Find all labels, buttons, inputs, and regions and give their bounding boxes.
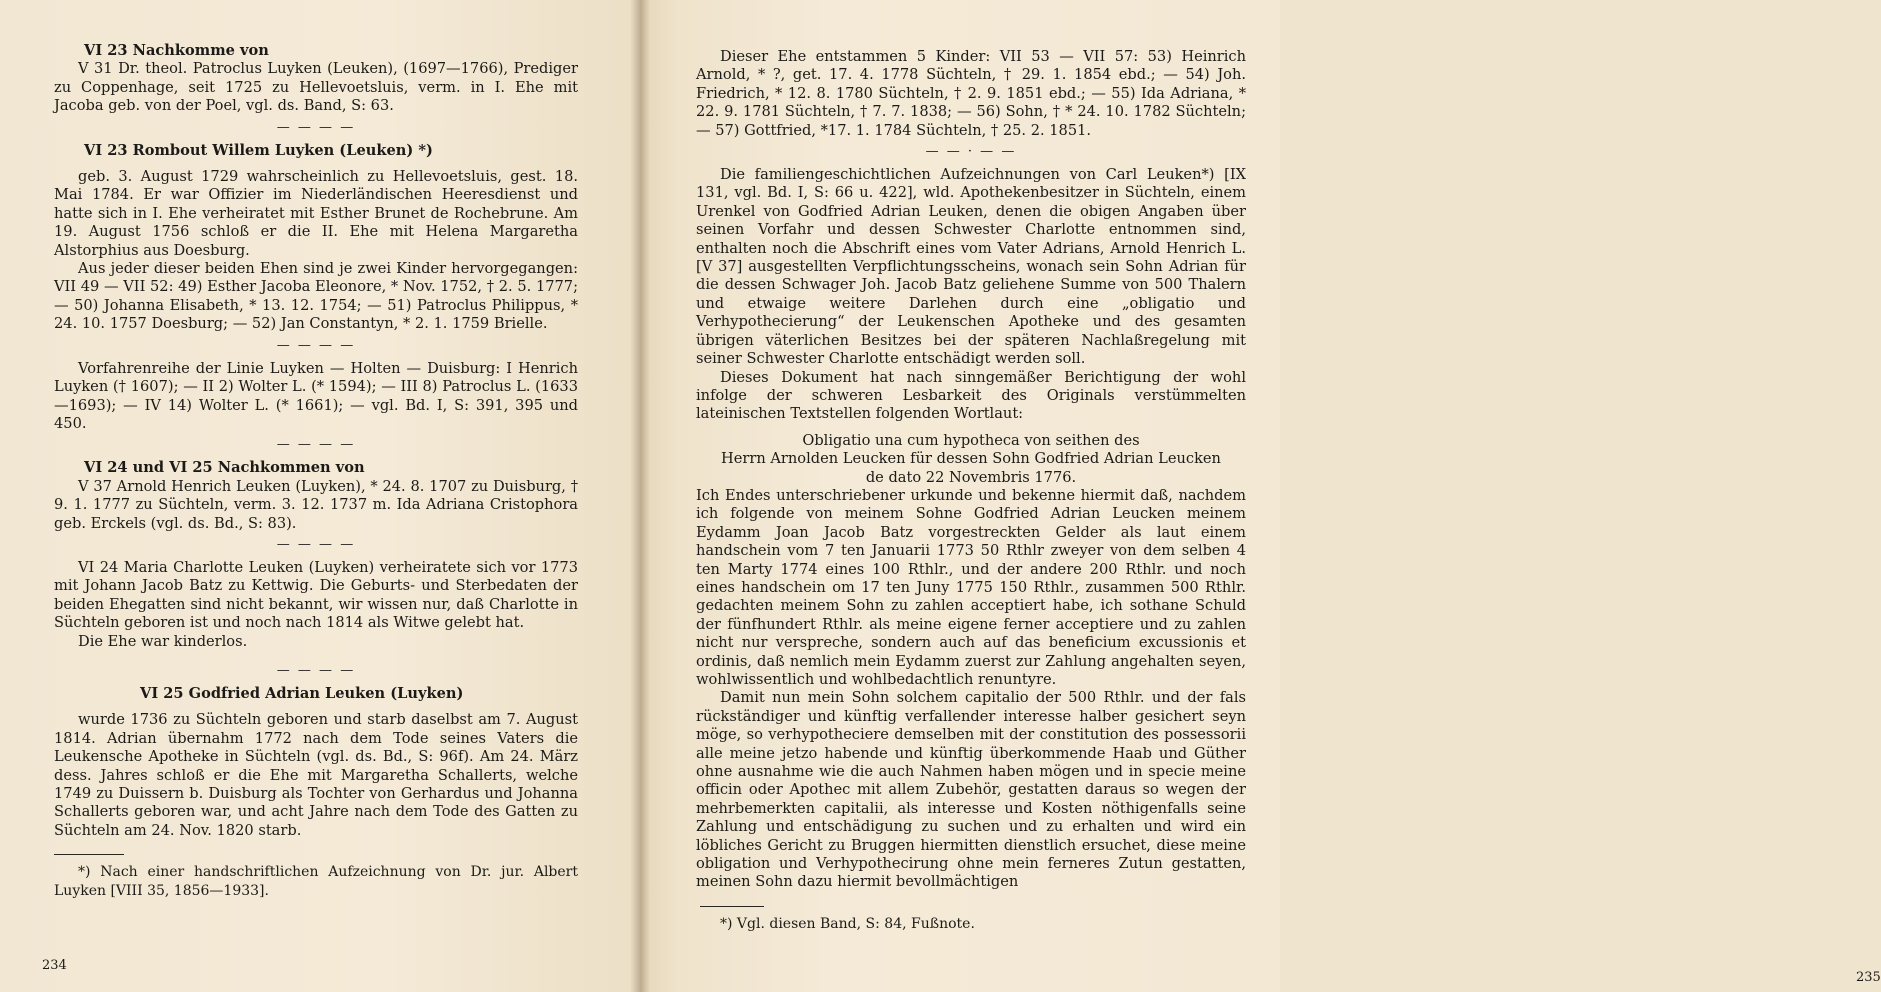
section-separator: — — — — — [276, 337, 356, 353]
heading-vi23-nachkomme: VI 23 Nachkomme von — [84, 42, 269, 59]
section-separator: — — — — — [276, 437, 356, 453]
paragraph-rombout-bio: geb. 3. August 1729 wahrscheinlich zu Hellevoetsluis, gest. 18. Mai 1784. Er war Offizier im Niederländischen Heeresdienst und hatte sich in I. Ehe verheiratet mit Esther Brunet de Rochebrune. Am 19. August 1756 schloß er die II. Ehe mit Helena Margaretha Alstorphius aus Doesburg. — [54, 168, 578, 259]
heading-godfried-adrian: VI 25 Godfried Adrian Leuken (Luyken) — [140, 684, 464, 702]
paragraph-maria-charlotte: VI 24 Maria Charlotte Leuken (Luyken) verheiratete sich vor 1773 mit Johann Jacob Batz zu Kettwig. Die Geburts- und Sterbedaten der beiden Ehegatten sind nicht bekannt, wir wissen nur, daß Charlotte in Süchteln geboren ist und noch nach 1814 als Witwe gelebt hat. — [54, 558, 578, 632]
paragraph-children-list: Dieser Ehe entstammen 5 Kinder: VII 53 — VII 57: 53) Heinrich Arnold, * ?, get. 17. 4. 1778 Süchteln, † 29. 1. 1854 ebd.; — 54) Joh. Friedrich, * 12. 8. 1780 Süchteln, † 2. 9. 1851 ebd.; — 55) Ida Adriana, * 22. 9. 1781 Süchteln, † 7. 7. 1838; — 56) Sohn, † * 24. 10. 1782 Süchteln; — 57) Gottfried, *17. 1. 1784 Süchteln, † 25. 2. 1851. — [696, 48, 1246, 139]
section-separator: — — · — — — [925, 144, 1017, 160]
heading-rombout-willem: VI 23 Rombout Willem Luyken (Leuken) *) — [84, 141, 433, 159]
paragraph-godfried-bio: wurde 1736 zu Süchteln geboren und starb daselbst am 7. August 1814. Adrian übernahm 1772 nach dem Tode seines Vaters die Leukensche Apotheke in Süchteln (vgl. ds. Bd., S: 96f). Am 24. März dess. Jahres schloß er die Ehe mit Margaretha Schallerts, welche 1749 zu Duissern b. Duisburg als Tochter von Gerhardus und Johanna Schallerts geboren war, und acht Jahre nach dem Tode des Gatten zu Süchteln am 24. Nov. 1820 starb. — [54, 711, 578, 839]
footnote-rule — [700, 906, 764, 907]
right-page — [640, 0, 1881, 992]
paragraph-dokument: Dieses Dokument hat nach sinngemäßer Berichtigung der wohl infolge der schweren Lesbarkeit des Originals verstümmelten lateinischen Textstellen folgenden Wortlaut: — [696, 368, 1246, 423]
paragraph-urkunde: Ich Endes unterschriebener urkunde und bekenne hiermit daß, nachdem ich folgende von meinem Sohne Godfried Adrian Leucken meinem Eydamm Joan Jacob Batz vorgestreckten Gelder als laut einem handschein vom 7 ten Januarii 1773 50 Rthlr zweyer von dem selben 4 ten Marty 1774 eines 100 Rthlr., und der andere 200 Rthlr. und noch eines handschein om 17 ten Juny 1775 150 Rthlr., zusammen 500 Rthlr. gedachten meinem Sohn zu zahlen acceptiert habe, ich sothane Schuld der fünfhundert Rthlr. als meine eigene ferner acceptiere und zu zahlen nicht nur verspreche, sondern auch auf das beneficium excussionis et ordinis, daß nemlich mein Eydamm zuerst zur Zahlung angehalten seyen, wohlwissentlich und wohlbedachtlich renuntyre. — [696, 486, 1246, 688]
page-number-right: 235 — [1856, 970, 1881, 985]
footnote-right: *) Vgl. diesen Band, S: 84, Fußnote. — [720, 915, 975, 932]
document-title-line-3: de dato 22 Novembris 1776. — [865, 468, 1077, 486]
page-number-left: 234 — [42, 958, 67, 973]
paragraph-vorfahrenreihe: Vorfahrenreihe der Linie Luyken — Holten — Duisburg: I Henrich Luyken († 1607); — II 2) Wolter L. (* 1594); — III 8) Patroclus L. (1633—1693); — IV 14) Wolter L. (* 1661); — vgl. Bd. I, S: 391, 395 und 450. — [54, 359, 578, 432]
section-separator: — — — — — [276, 662, 356, 678]
heading-vi24-vi25: VI 24 und VI 25 Nachkommen von — [84, 459, 365, 477]
footnote-left: *) Nach einer handschriftlichen Aufzeichnung von Dr. jur. Albert Luyken [VIII 35, 1856—1933]. — [54, 864, 578, 899]
left-page — [0, 0, 640, 992]
document-title-line-1: Obligatio una cum hypotheca von seithen des — [802, 431, 1140, 449]
document-title-line-2: Herrn Arnolden Leucken für dessen Sohn Godfried Adrian Leucken — [721, 450, 1221, 468]
paragraph-verhypotheciere: Damit nun mein Sohn solchem capitalio der 500 Rthlr. und der fals rückständiger und künftig verfallender interesse halber gesichert seyn möge, so verhypotheciere demselben mit der constitution des possessorii alle meine jetzo habende und künftig überkommende Haab und Güther ohne ausnahme wie die auch Nahmen haben mögen und in specie meine officin oder Apothec mit allem Zubehör, gestatten daraus so wegen der mehrbemerkten capitalii, als interesse und Kosten nöthigenfalls seine Zahlung und entschädigung zu suchen und zu erhalten und wird ein löbliches Gericht zu Bruggen hiermitten dienstlich ersuchet, diese meine obligation und Verhypothecirung ohne mein ferneres Zutun gestatten, meinen Sohn dazu hiermit bevollmächtigen — [696, 689, 1246, 891]
footnote-rule — [54, 854, 124, 855]
paragraph-carl-leuken: Die familiengeschichtlichen Aufzeichnungen von Carl Leuken*) [IX 131, vgl. Bd. I, S: 66 u. 422], wld. Apothekenbesitzer in Süchteln, einem Urenkel von Godfried Adrian Leuken, denen die obigen Angaben über seinen Vorfahr und dessen Schwester Charlotte entnommen sind, enthalten noch die Abschrift eines vom Vater Adrians, Arnold Henrich L. [V 37] ausgestellten Verpflichtungsscheins, wonach sein Sohn Adrian für die dessen Schwager Joh. Jacob Batz geliehene Summe von 500 Thalern und etwaige weitere Darlehen durch eine „obligatio und Verhypothecierung“ der Leukenschen Apotheke und des gesamten übrigen väterlichen Besitzes bei der späteren Nachlaßregelung mit seiner Schwester Charlotte entschädigt werden soll. — [696, 166, 1246, 368]
paragraph-arnold-henrich: V 37 Arnold Henrich Leuken (Luyken), * 24. 8. 1707 zu Duisburg, † 9. 1. 1777 zu Süchteln, verm. 3. 12. 1737 m. Ida Adriana Cristophora geb. Erckels (vgl. ds. Bd., S: 83). — [54, 477, 578, 532]
section-separator: — — — — — [276, 536, 356, 552]
section-separator: — — — — — [276, 119, 356, 135]
paragraph-kinderlos: Die Ehe war kinderlos. — [78, 632, 248, 650]
paragraph-rombout-children: Aus jeder dieser beiden Ehen sind je zwei Kinder hervorgegangen: VII 49 — VII 52: 49) Esther Jacoba Eleonore, * Nov. 1752, † 2. 5. 1777; — 50) Johanna Elisabeth, * 13. 12. 1754; — 51) Patroclus Philippus, * 24. 10. 1757 Doesburg; — 52) Jan Constantyn, * 2. 1. 1759 Brielle. — [54, 260, 578, 333]
paragraph-patroclus: V 31 Dr. theol. Patroclus Luyken (Leuken), (1697—1766), Prediger zu Coppenhage, seit 1725 zu Hellevoetsluis, verm. in I. Ehe mit Jacoba geb. von der Poel, vgl. ds. Band, S: 63. — [54, 60, 578, 115]
